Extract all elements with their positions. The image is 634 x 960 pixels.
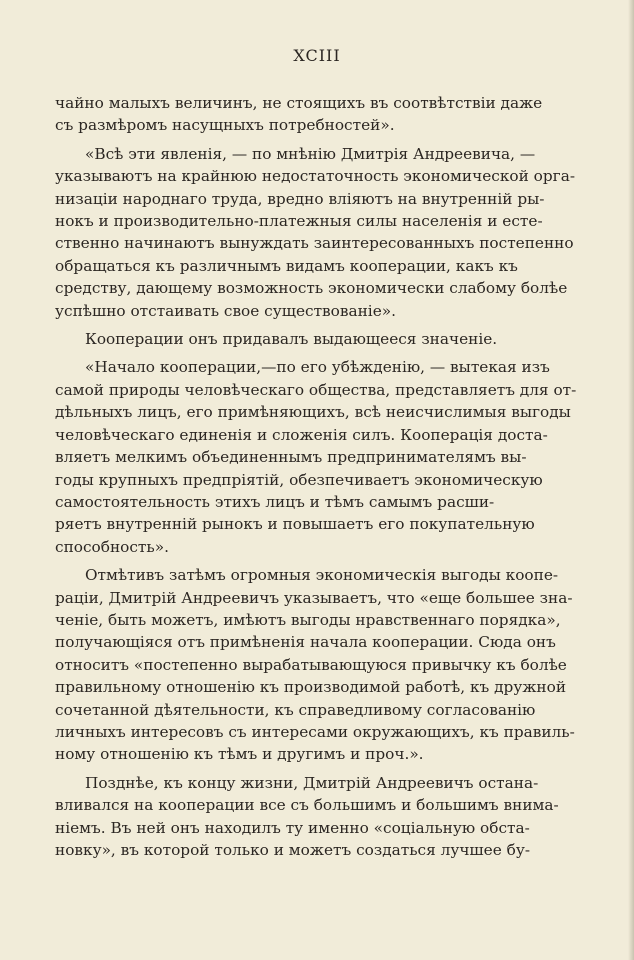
body-text [55, 92, 578, 867]
page-number: XCIII [293, 46, 341, 65]
paragraph: «Всѣ эти явленія, — по мнѣнію Дмитрія Андреевича, — указываютъ на крайнюю недостаточность экономической орга- низаціи народнаго труда, вредно вліяютъ на внутренній ры- нокъ и производительно-платежныя силы населенія и есте- ственно начинаютъ вынуждать заинтересованныхъ постепенно обращаться къ различнымъ видамъ кооперации, какъ къ средству, дающему возможность экономически слабому болѣе успѣшно отстаивать свое существованіе». [55, 144, 575, 320]
paragraph: Отмѣтивъ затѣмъ огромныя экономическія выгоды коопе- раціи, Дмитрій Андреевичъ указываетъ, что «еще большее зна- ченіе, быть можетъ, имѣютъ выгоды нравственнаго порядка», получающіяся отъ примѣненія начала кооперации. Сюда онъ относитъ «постепенно вырабатывающуюся привычку къ болѣе правильному отношенію къ производимой работѣ, къ дружной сочетанной дѣятельности, къ справедливому согласованію личныхъ интересовъ съ интересами окружающихъ, къ правиль- ному отношенію къ тѣмъ и другимъ и проч.». [55, 566, 575, 764]
paragraph: Позднѣе, къ концу жизни, Дмитрій Андреевичъ остана- вливался на кооперации все съ большимъ и большимъ внима- ніемъ. Въ ней онъ находилъ ту именно «соціальную обста- новку», въ которой только и можетъ создаться лучшее бу- [55, 773, 559, 859]
paragraph: Кооперации онъ придавалъ выдающееся значеніе. [85, 330, 498, 349]
paragraph: «Начало кооперации,—по его убѣжденію, — вытекая изъ самой природы человѣческаго общества, представляетъ для от- дѣльныхъ лицъ, его примѣняющихъ, всѣ неисчислимыя выгоды человѣческаго единенія и сложенія силъ. Кооперація доста- вляетъ мелкимъ объединеннымъ предпринимателямъ вы- годы крупныхъ предпріятій, обезпечиваетъ экономическую самостоятельность этихъ лицъ и тѣмъ самымъ расши- ряетъ внутренній рынокъ и повышаетъ его покупательную способность». [55, 358, 577, 556]
paragraph: чайно малыхъ величинъ, не стоящихъ въ соотвѣтствіи даже съ размѣромъ насущныхъ потребностей». [55, 94, 543, 135]
page-edge-shadow [628, 0, 634, 960]
